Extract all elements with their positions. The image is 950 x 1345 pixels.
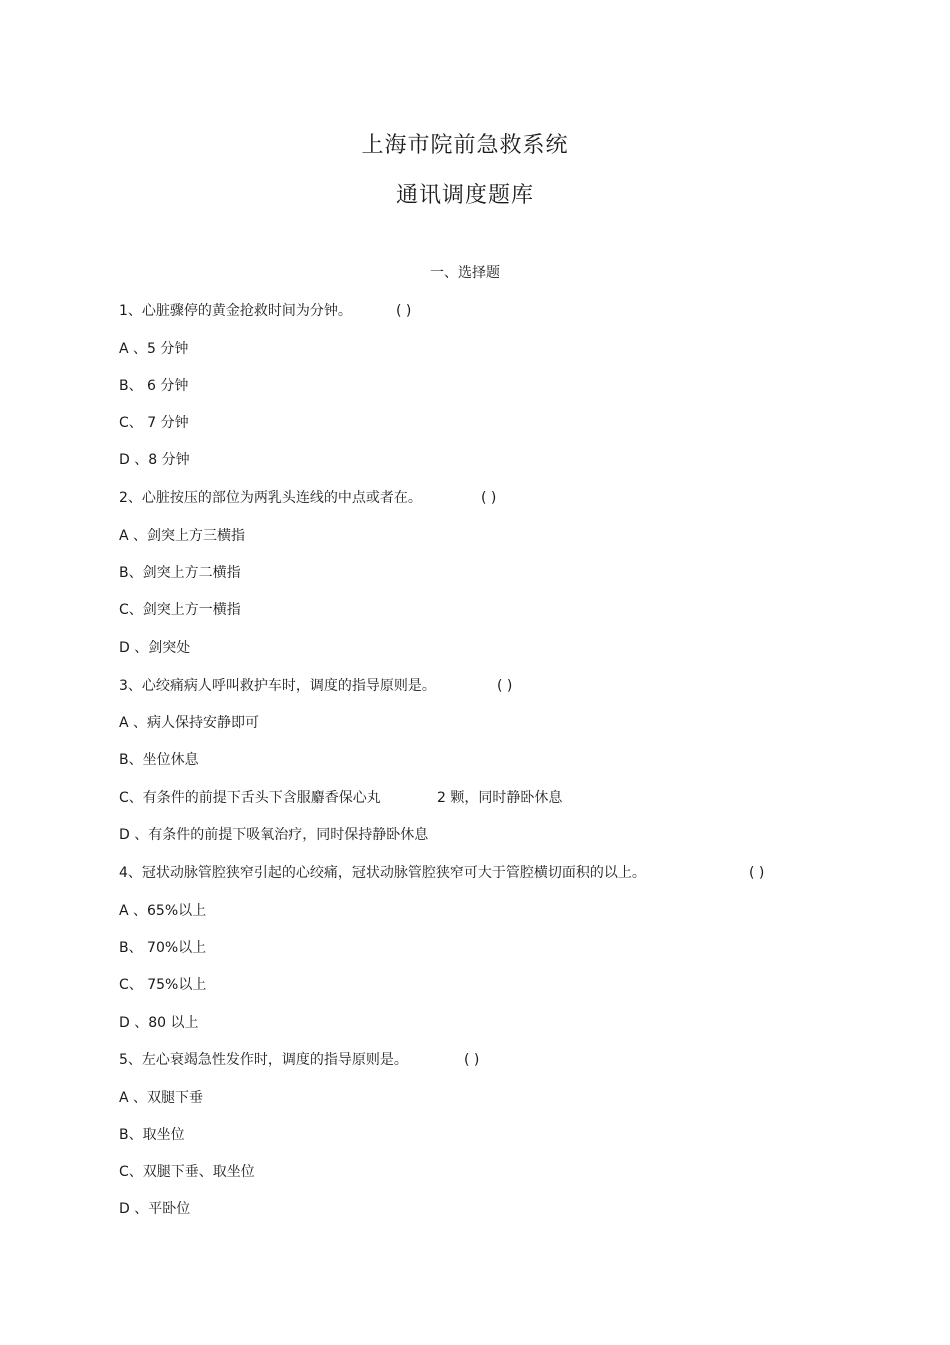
q2-option-c: C、剑突上方一横指 bbox=[119, 602, 241, 618]
q3-option-b: B、坐位休息 bbox=[119, 752, 199, 768]
answer-blank-3: ( ) bbox=[497, 678, 513, 694]
question-3: 3、心绞痛病人呼叫救护车时，调度的指导原则是。 bbox=[119, 678, 436, 694]
q5-option-a: A 、双腿下垂 bbox=[119, 1090, 204, 1106]
answer-blank-2: ( ) bbox=[481, 490, 497, 506]
q2-option-b: B、剑突上方二横指 bbox=[119, 565, 241, 581]
q1-option-d: D 、8 分钟 bbox=[119, 452, 190, 468]
q1-option-b: B、 6 分钟 bbox=[119, 378, 189, 394]
document-subtitle: 通讯调度题库 bbox=[395, 183, 534, 208]
q4-option-b: B、 70%以上 bbox=[119, 940, 207, 956]
q5-option-d: D 、平卧位 bbox=[119, 1201, 191, 1217]
answer-blank-1: ( ) bbox=[396, 303, 412, 319]
q5-option-b: B、取坐位 bbox=[119, 1127, 185, 1143]
q4-option-a: A 、65%以上 bbox=[119, 903, 207, 919]
answer-blank-5: ( ) bbox=[464, 1052, 480, 1068]
document-title: 上海市院前急救系统 bbox=[361, 133, 569, 158]
q1-option-c: C、 7 分钟 bbox=[119, 415, 189, 431]
q5-option-c: C、双腿下垂、取坐位 bbox=[119, 1164, 255, 1180]
q1-option-a: A 、5 分钟 bbox=[119, 341, 189, 357]
q2-option-a: A 、剑突上方三横指 bbox=[119, 528, 246, 544]
section-heading: 一、选择题 bbox=[430, 265, 500, 281]
q3-option-c: C、有条件的前提下舌头下含服麝香保心丸 bbox=[119, 790, 381, 806]
question-5: 5、左心衰竭急性发作时，调度的指导原则是。 bbox=[119, 1052, 408, 1068]
q3-option-d: D 、有条件的前提下吸氧治疗，同时保持静卧休息 bbox=[119, 827, 429, 843]
q4-option-d: D 、80 以上 bbox=[119, 1015, 199, 1031]
q3-option-c-continued: 2 颗，同时静卧休息 bbox=[437, 790, 563, 806]
question-4: 4、冠状动脉管腔狭窄引起的心绞痛，冠状动脉管腔狭窄可大于管腔横切面积的以上。 bbox=[119, 865, 646, 881]
answer-blank-4: ( ) bbox=[749, 865, 765, 881]
q2-option-d: D 、剑突处 bbox=[119, 640, 191, 656]
q4-option-c: C、 75%以上 bbox=[119, 977, 207, 993]
question-2: 2、心脏按压的部位为两乳头连线的中点或者在。 bbox=[119, 490, 422, 506]
question-1: 1、心脏骤停的黄金抢救时间为分钟。 bbox=[119, 303, 352, 319]
q3-option-a: A 、病人保持安静即可 bbox=[119, 715, 260, 731]
